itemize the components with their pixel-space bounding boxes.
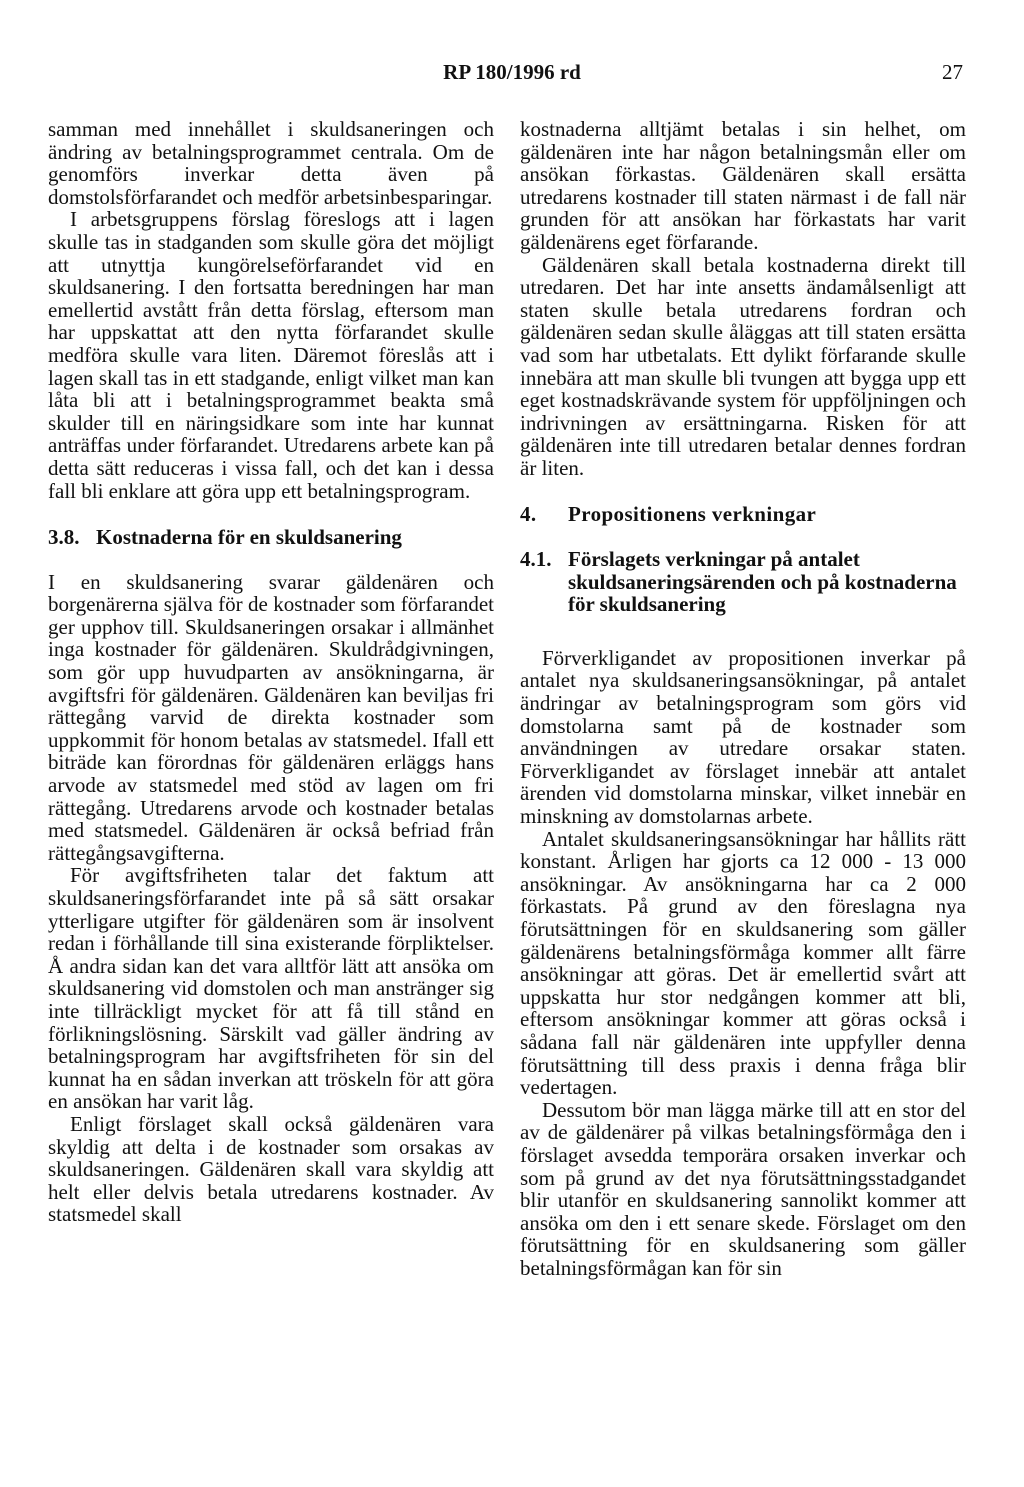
paragraph: I en skuldsanering svarar gäldenären och borgenärerna själva för de kostnader som förfarandet ger upphov till. Skuldsaneringen orsakar i allmänhet inga kostnader för gäldenären. Skuldrådgivningen, som gör upp huvudparten av ansökningarna, är avgiftsfri för gäldenären. Gäldenären kan beviljas fri rättegång varvid de direkta kostnader som uppkommit för honom betalas av statsmedel. Ifall ett biträde kan förordnas för gäldenären erläggs hans arvode av statsmedel med stöd av lagen om fri rättegång. Utredarens arvode och kostnader betalas med statsmedel. Gäldenären är också befriad från rättegångsavgifterna. (48, 569, 494, 865)
section-heading-3-8 (48, 526, 494, 549)
section-heading-4 (520, 503, 966, 526)
section-heading-4-1 (520, 548, 966, 616)
paragraph: För avgiftsfriheten talar det faktum att skuldsaneringsförfarandet inte på så sätt orsakar ytterligare utgifter för gäldenären som är insolvent redan i förhållande till sina existerande förpliktelser. Å andra sidan kan det vara alltför lätt att ansöka om skuldsanering vid domstolen och man anstränger sig inte tillräckligt mycket för att få till stånd en förlikningslösning. Särskilt vad gäller ändring av betalningsprogram har avgiftsfriheten för sin del kunnat ha en sådan inverkan att tröskeln för att göra en ansökan har varit låg. (48, 863, 494, 1114)
paragraph: kostnaderna alltjämt betalas i sin helhet, om gäldenären inte har någon betalningsmån eller om ansökan förkastas. Gäldenären skall ersätta utredarens kostnader till staten närmast i de fall när grunden för att ansökan har förkastats har varit gäldenärens eget förfarande. (520, 117, 966, 254)
section-title: Förslagets verkningar på antalet skuldsaneringsärenden och på kostnaderna för skuldsanering (568, 547, 957, 617)
paragraph: Antalet skuldsaneringsansökningar har hållits rätt konstant. Årligen har gjorts ca 12 000 - 13 000 ansökningar. Av ansökningarna har ca 2 000 förkastats. På grund av den föreslagna nya förutsättningen för en skuldsanering som gäller gäldenärens betalningsförmåga kommer allt färre ansökningar att göras. Det är emellertid svårt att uppskatta hur stor nedgången kommer att bli, eftersom ansökningar kommer att göras också i sådana fall när gäldenären inte uppfyller denna förutsättning till dess praxis i denna fråga blir vedertagen. (520, 826, 966, 1100)
section-number: 3.8. (48, 525, 80, 550)
left-column (48, 118, 494, 1226)
section-title: Propositionens verkningar (568, 501, 817, 526)
paragraph: Enligt förslaget skall också gäldenären vara skyldig att delta i de kostnader som orsakas av skuldsaneringen. Gäldenären skall vara skyldig att helt eller delvis betala utredarens kostnader. Av statsmedel skall (48, 1111, 494, 1227)
paragraph: I arbetsgruppens förslag föreslogs att i lagen skulle tas in stadganden som skulle göra det möjligt att utnyttja kungörelseförfarandet vid en skuldsanering. I den fortsatta beredningen har man emellertid avstått från detta förslag, eftersom man har uppskattat att den nytta förfarandet skulle medföra skulle vara liten. Däremot föreslås att i lagen skall tas in ett stadgande, enligt vilket man kan låta bli att i betalningsprogrammet beakta små skulder till en näringsidkare som inte har kunnat anträffas under förfarandet. Utredarens arbete kan på detta sätt reduceras i vissa fall, och det kan i dessa fall bli enklare att göra upp ett betalningsprogram. (48, 207, 494, 503)
document-reference: RP 180/1996 rd (443, 60, 581, 84)
paragraph: samman med innehållet i skuldsaneringen och ändring av betalningsprogrammet centrala. Om de genomförs inverkar detta även på domstolsförfarandet och medför arbetsinbesparingar. (48, 117, 494, 209)
page-number: 27 (942, 60, 963, 84)
paragraph: Förverkligandet av propositionen inverkar på antalet nya skuldsaneringsansökningar, på antalet ändringar av betalningsprogram som görs vid domstolarna samt på de kostnader som användningen av utredare orsakar staten. Förverkligandet av förslaget innebär att antalet ärenden vid domstolarna minskar, vilket innebär en minskning av domstolarnas arbete. (520, 645, 966, 829)
right-column (520, 118, 966, 1280)
section-number: 4. (520, 501, 537, 526)
section-title: Kostnaderna för en skuldsanering (96, 525, 402, 550)
running-header (0, 60, 1024, 90)
section-number: 4.1. (520, 547, 552, 572)
paragraph: Gäldenären skall betala kostnaderna direkt till utredaren. Det har inte ansetts ändamålsenligt att staten skulle betala utredarens fordran och gäldenären sedan skulle åläggas att till staten ersätta vad som har utbetalats. Ett dylikt förfarande skulle innebära att man skulle bli tvungen att bygga upp ett eget kostnadskrävande system för uppföljningen och indrivningen av ersättningarna. Risken för att gäldenären inte till utredaren betalar dennes fordran är liten. (520, 252, 966, 480)
paragraph: Dessutom bör man lägga märke till att en stor del av de gäldenärer på vilkas betalningsförmåga den i förslaget avsedda temporära orsaken inverkar och som på grund av det nya förutsättningsstadgandet blir utanför en skuldsanering sannolikt kommer att ansöka om den i ett senare skede. Förslaget om den förutsättning för en skuldsanering som gäller betalningsförmågan kan för sin (520, 1097, 966, 1280)
